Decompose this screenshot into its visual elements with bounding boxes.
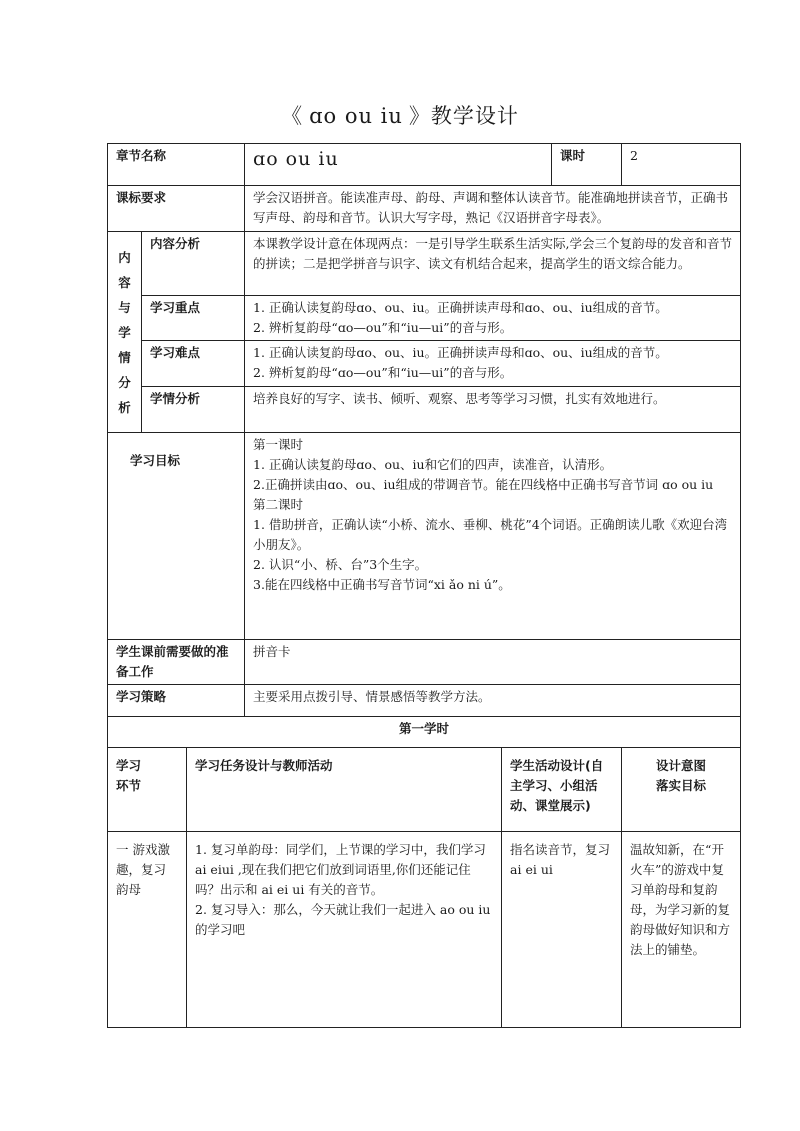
content-value: 本课教学设计意在体现两点：一是引导学生联系生活实际,学会三个复韵母的发音和音节的拼读；二是把学拼音与识字、读文有机结合起来，提高学生的语文综合能力。 <box>245 232 741 296</box>
objectives-label: 学习目标 <box>108 433 245 640</box>
focus-label: 学习重点 <box>142 296 245 341</box>
strategy-label: 学习策略 <box>108 685 245 717</box>
period-value: 2 <box>622 144 741 186</box>
row-chapter <box>108 144 741 186</box>
activity-task: 1. 复习单韵母：同学们，上节课的学习中，我们学习 ai eiui ,现在我们把它们放到词语里,你们还能记住吗？出示和 ai ei ui 有关的音节。 2. 复习导入：那么，今天就让我们一起进入 ao ou iu 的学习吧 <box>187 832 502 1028</box>
focus-value: 1. 正确认读复韵母ɑo、ou、iu。正确拼读声母和ɑo、ou、iu组成的音节。 2. 辨析复韵母“ɑo—ou”和“iu—ui”的音与形。 <box>245 296 741 341</box>
col-stage: 学习 环节 <box>108 748 187 832</box>
activity-student: 指名读音节，复习 ai ei ui <box>502 832 622 1028</box>
row-difficulty <box>108 341 741 387</box>
title-suffix: 教学设计 <box>430 104 519 128</box>
strategy-value: 主要采用点拨引导、情景感悟等教学方法。 <box>245 685 741 717</box>
lesson-plan-table <box>107 143 741 1028</box>
activity-stage: 一 游戏激趣，复习韵母 <box>108 832 187 1028</box>
row-lesson1-header <box>108 717 741 748</box>
row-lesson1-activity <box>108 832 741 1028</box>
page-title <box>0 100 800 130</box>
difficulty-label: 学习难点 <box>142 341 245 387</box>
chapter-value: ɑo ou iu <box>245 144 552 186</box>
activity-intent: 温故知新，在“开火车”的游戏中复习单韵母和复韵母，为学习新的复韵母做好知识和方法上的铺垫。 <box>622 832 741 1028</box>
lesson1-title: 第一学时 <box>108 717 741 748</box>
row-objectives <box>108 433 741 640</box>
period-label: 课时 <box>552 144 622 186</box>
row-prep <box>108 640 741 685</box>
row-focus <box>108 296 741 341</box>
title-open: 《 <box>281 104 304 128</box>
standard-value: 学会汉语拼音。能读准声母、韵母、声调和整体认读音节。能准确地拼读音节，正确书写声母、韵母和音节。认识大写字母，熟记《汉语拼音字母表》。 <box>245 186 741 232</box>
difficulty-value: 1. 正确认读复韵母ɑo、ou、iu。正确拼读声母和ɑo、ou、iu组成的音节。 2. 辨析复韵母“ɑo—ou”和“iu—ui”的音与形。 <box>245 341 741 387</box>
row-content <box>108 232 741 296</box>
title-main: ɑo ou iu <box>309 104 403 128</box>
prep-value: 拼音卡 <box>245 640 741 685</box>
prep-label: 学生课前需要做的准备工作 <box>108 640 245 685</box>
col-task: 学习任务设计与教师活动 <box>187 748 502 832</box>
situation-value: 培养良好的写字、读书、倾听、观察、思考等学习习惯，扎实有效地进行。 <box>245 387 741 433</box>
content-label: 内容分析 <box>142 232 245 296</box>
col-student: 学生活动设计(自主学习、小组活动、课堂展示) <box>502 748 622 832</box>
row-standard <box>108 186 741 232</box>
objectives-value: 第一课时 1. 正确认读复韵母ɑo、ou、iu和它们的四声，读准音，认清形。 2.正确拼读由ɑo、ou、iu组成的带调音节。能在四线格中正确书写音节词 ɑo ou iu 第二课时 1. 借助拼音，正确认读“小桥、流水、垂柳、桃花”4个词语。正确朗读儿歌《欢迎台湾小朋友》。 2. 认识“小、桥、台”3个生字。 3.能在四线格中正确书写音节词“xi ǎo ni ú”。 <box>245 433 741 640</box>
row-lesson1-columns <box>108 748 741 832</box>
chapter-label: 章节名称 <box>108 144 245 186</box>
standard-label: 课标要求 <box>108 186 245 232</box>
row-situation <box>108 387 741 433</box>
situation-label: 学情分析 <box>142 387 245 433</box>
group-label: 内 容 与 学 情 分 析 <box>108 232 142 433</box>
row-strategy <box>108 685 741 717</box>
title-close: 》 <box>408 104 431 128</box>
col-intent: 设计意图 落实目标 <box>622 748 741 832</box>
